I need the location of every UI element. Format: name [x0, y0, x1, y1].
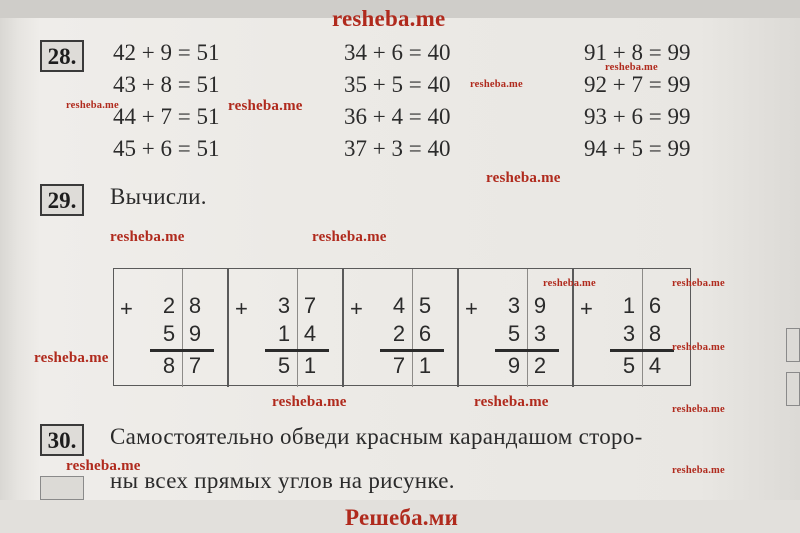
sum-tens: 5: [277, 353, 291, 378]
addend2-tens: 1: [277, 321, 291, 346]
watermark-text: resheba.me: [672, 465, 725, 476]
sum-units: 7: [188, 353, 202, 378]
addend2-units: 6: [418, 321, 432, 346]
exercise-number-placeholder: [40, 476, 84, 500]
addend2-tens: 5: [162, 321, 176, 346]
addend2-units: 4: [303, 321, 317, 346]
page-edge-fragment-bottom: [786, 372, 800, 406]
watermark-text: resheba.me: [470, 79, 523, 90]
ex28-expression: 44 + 7 = 51: [113, 104, 220, 129]
sum-tens: 7: [392, 353, 406, 378]
addend1-units: 8: [188, 293, 202, 318]
sum-rule: [495, 349, 559, 352]
watermark-text: resheba.me: [228, 98, 303, 114]
addend1-units: 9: [533, 293, 547, 318]
addend2-tens: 5: [507, 321, 521, 346]
page-edge-fragment-top: [786, 328, 800, 362]
sum-tens: 5: [622, 353, 636, 378]
watermark-text: resheba.me: [672, 404, 725, 415]
watermark-text: resheba.me: [66, 458, 141, 474]
addend1-units: 7: [303, 293, 317, 318]
watermark-text: resheba.me: [672, 342, 725, 353]
ex28-expression: 91 + 8 = 99: [584, 40, 691, 65]
ex29-title: Вычисли.: [110, 184, 207, 209]
plus-sign: +: [580, 296, 593, 321]
plus-sign: +: [350, 296, 363, 321]
sum-tens: 8: [162, 353, 176, 378]
addend2-tens: 3: [622, 321, 636, 346]
ex28-expression: 37 + 3 = 40: [344, 136, 451, 161]
watermark-text: resheba.me: [474, 394, 549, 410]
watermark-text: resheba.me: [486, 170, 561, 186]
plus-sign: +: [465, 296, 478, 321]
sum-units: 4: [648, 353, 662, 378]
sum-tens: 9: [507, 353, 521, 378]
ex28-expression: 92 + 7 = 99: [584, 72, 691, 97]
addend2-units: 3: [533, 321, 547, 346]
addition-column-3: [344, 269, 457, 387]
addend1-tens: 4: [392, 293, 406, 318]
sum-rule: [610, 349, 674, 352]
addend2-units: 9: [188, 321, 202, 346]
plus-sign: +: [120, 296, 133, 321]
plus-sign: +: [235, 296, 248, 321]
watermark-text: resheba.me: [66, 100, 119, 111]
ex28-expression: 34 + 6 = 40: [344, 40, 451, 65]
ex28-expression: 42 + 9 = 51: [113, 40, 220, 65]
sum-rule: [150, 349, 214, 352]
ex28-expression: 45 + 6 = 51: [113, 136, 220, 161]
ex30-line-1: Самостоятельно обведи красным карандашом сторо-: [110, 424, 643, 449]
sum-units: 2: [533, 353, 547, 378]
addition-column-4: [459, 269, 572, 387]
exercise-number-29: 29.: [40, 184, 84, 216]
sum-units: 1: [303, 353, 317, 378]
addend1-units: 5: [418, 293, 432, 318]
addend1-tens: 1: [622, 293, 636, 318]
exercise-number-28: 28.: [40, 40, 84, 72]
watermark-text: resheba.me: [543, 278, 596, 289]
addend2-tens: 2: [392, 321, 406, 346]
addend1-tens: 3: [277, 293, 291, 318]
sum-units: 1: [418, 353, 432, 378]
addend1-tens: 3: [507, 293, 521, 318]
watermark-text: resheba.me: [605, 62, 658, 73]
ex28-expression: 94 + 5 = 99: [584, 136, 691, 161]
watermark-text: resheba.me: [34, 350, 109, 366]
page-bottom-band: [0, 500, 800, 533]
sum-rule: [265, 349, 329, 352]
addend1-tens: 2: [162, 293, 176, 318]
watermark-text: resheba.me: [272, 394, 347, 410]
addend1-units: 6: [648, 293, 662, 318]
sum-rule: [380, 349, 444, 352]
addition-column-1: [114, 269, 227, 387]
watermark-text: resheba.me: [312, 229, 387, 245]
exercise-number-30: 30.: [40, 424, 84, 456]
watermark-text: resheba.me: [672, 278, 725, 289]
ex30-line-2: ны всех прямых углов на рисунке.: [110, 468, 455, 493]
site-footer-watermark: Решеба.ми: [345, 505, 459, 530]
site-header-watermark: resheba.me: [332, 6, 446, 31]
ex28-expression: 93 + 6 = 99: [584, 104, 691, 129]
ex28-expression: 43 + 8 = 51: [113, 72, 220, 97]
ex28-expression: 36 + 4 = 40: [344, 104, 451, 129]
ex28-expression: 35 + 5 = 40: [344, 72, 451, 97]
page-top-band: [0, 0, 800, 18]
watermark-text: resheba.me: [110, 229, 185, 245]
addition-column-5: [574, 269, 687, 387]
addition-column-2: [229, 269, 342, 387]
column-addition-grid: [113, 268, 691, 386]
addend2-units: 8: [648, 321, 662, 346]
